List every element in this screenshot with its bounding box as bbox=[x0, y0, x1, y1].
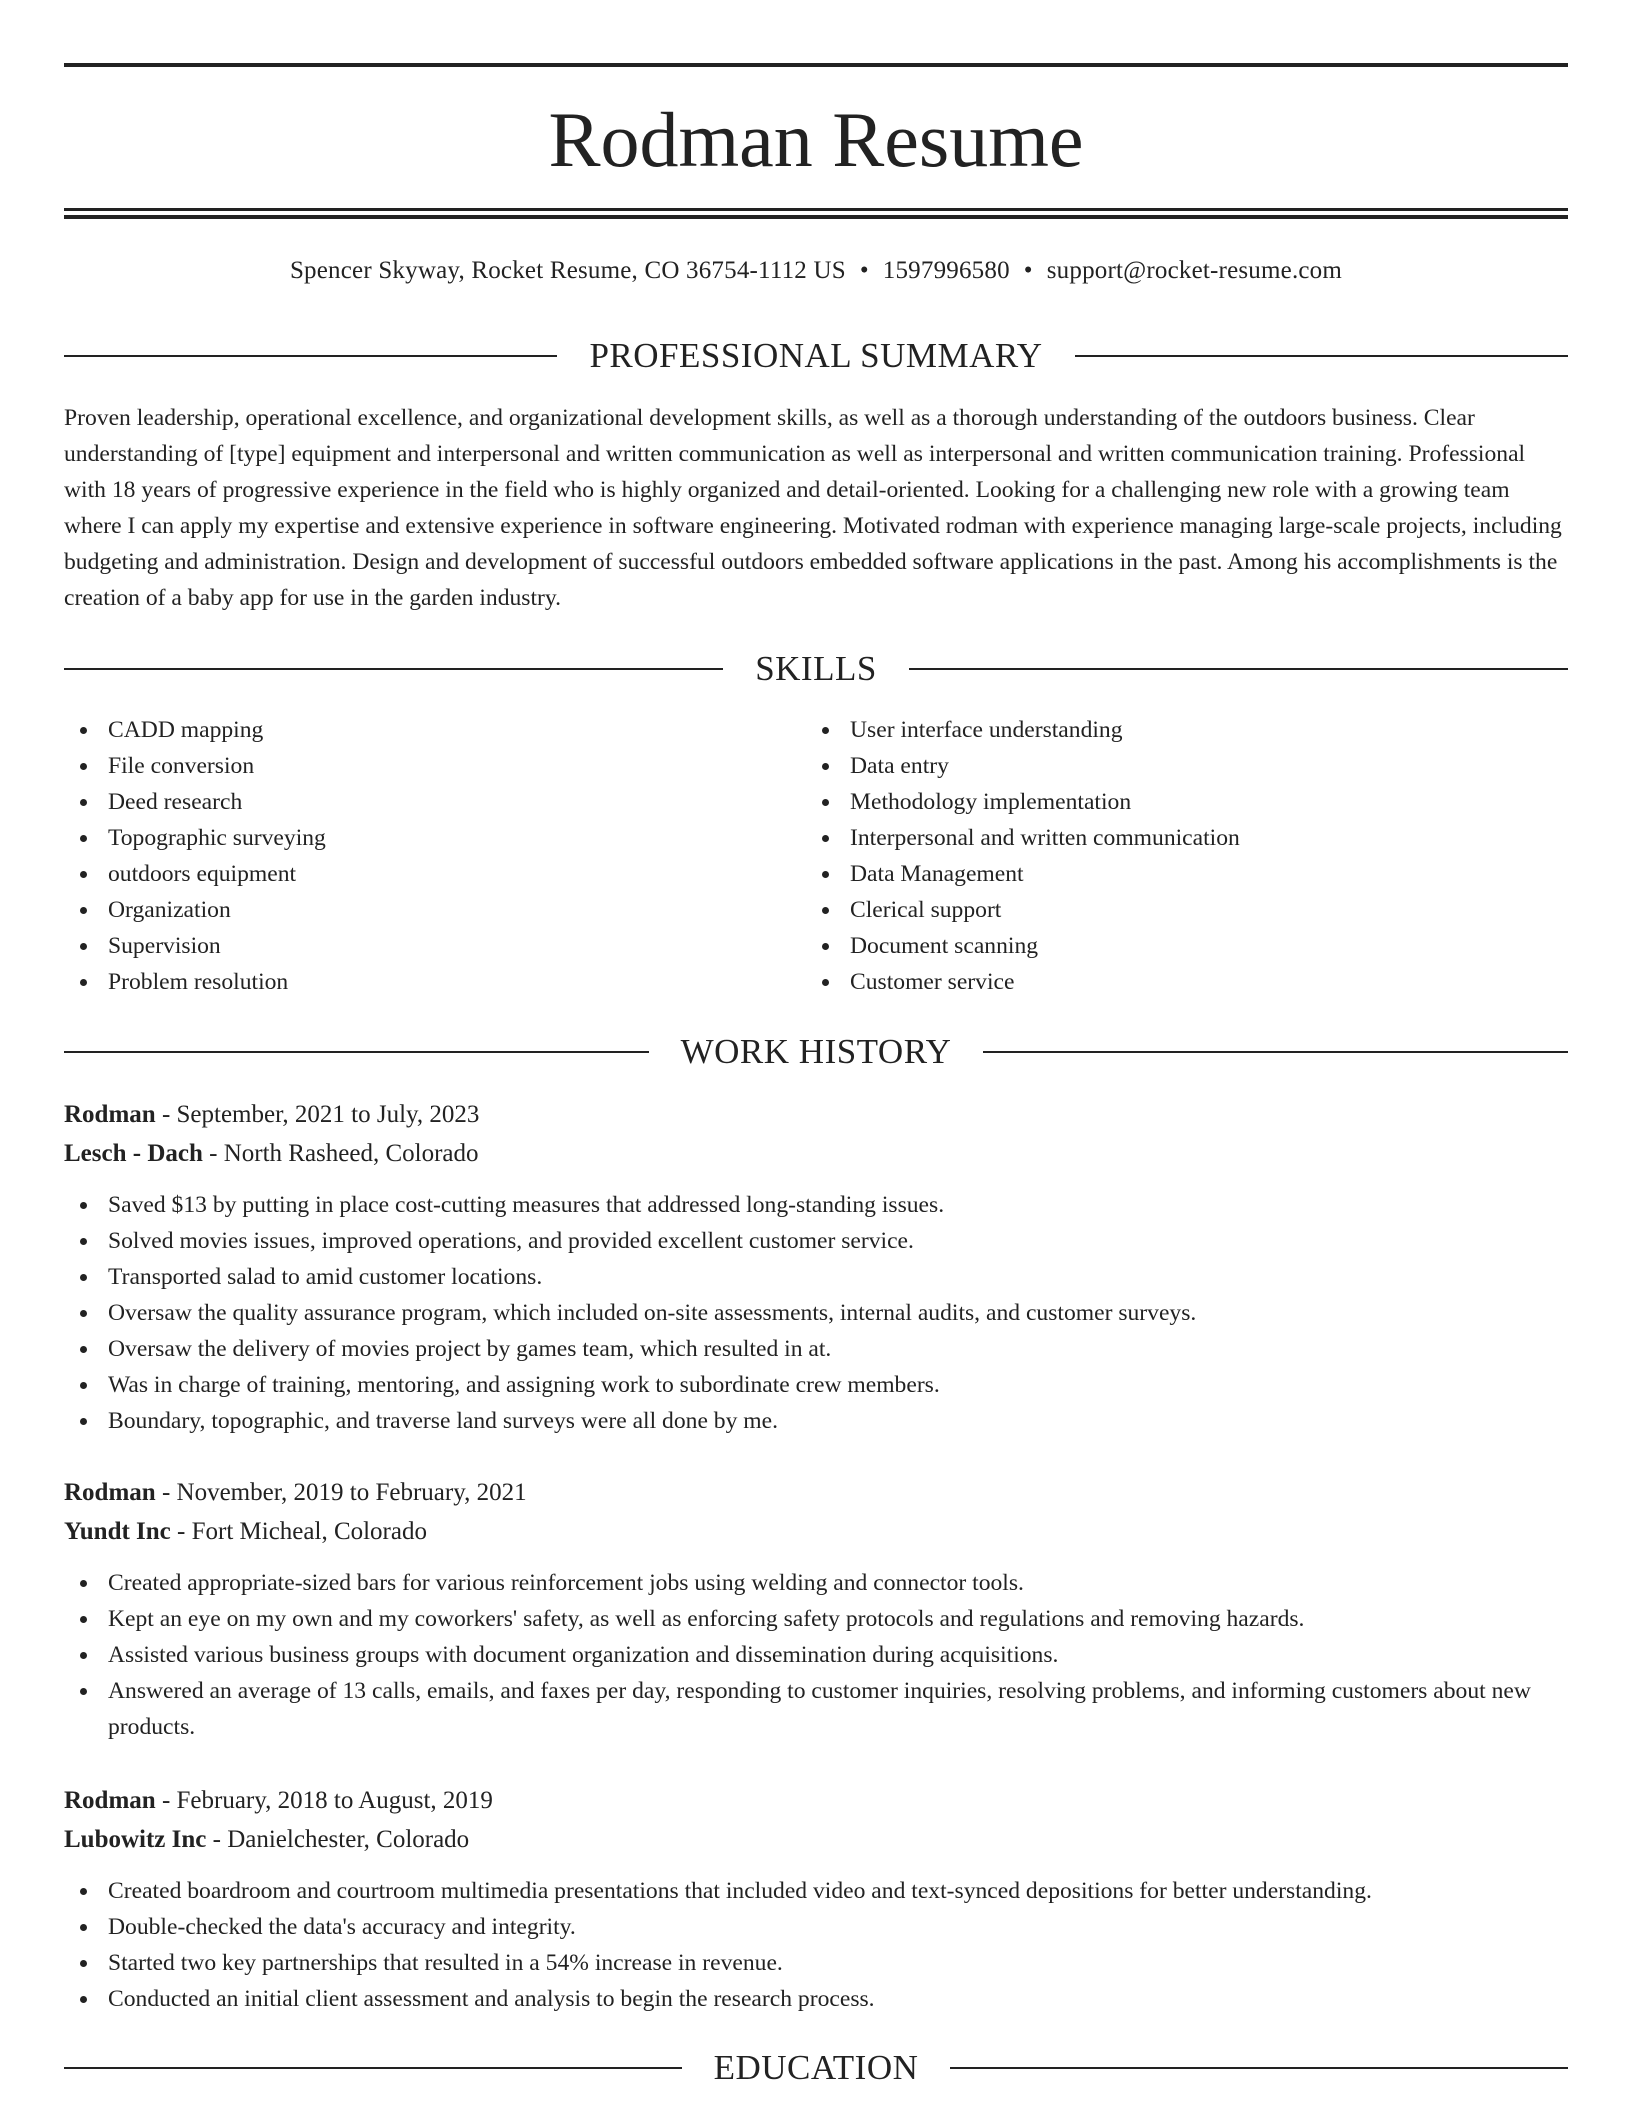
job-duty-item: Answered an average of 13 calls, emails, and faxes per day, responding to customer inquiries, resolving problems, and informing customers about new products. bbox=[64, 1673, 1568, 1745]
contact-phone: 1597996580 bbox=[882, 257, 1010, 284]
job-duty-item: Double-checked the data's accuracy and integrity. bbox=[64, 1909, 1568, 1945]
job-duty-item: Transported salad to amid customer locations. bbox=[64, 1259, 1568, 1295]
heading-rule-right bbox=[909, 668, 1568, 670]
section-title: SKILLS bbox=[755, 649, 877, 688]
job-company: Lesch - Dach bbox=[64, 1140, 203, 1167]
job-duties bbox=[64, 1873, 1568, 2017]
skill-item: Problem resolution bbox=[64, 964, 806, 1000]
heading-rule-right bbox=[983, 1051, 1568, 1053]
job-company-line bbox=[64, 1513, 1568, 1551]
job-duty-item: Created appropriate-sized bars for various reinforcement jobs using welding and connector tools. bbox=[64, 1565, 1568, 1601]
job-entry bbox=[64, 1782, 1568, 2017]
skill-item: Customer service bbox=[806, 964, 1568, 1000]
skill-item: Deed research bbox=[64, 784, 806, 820]
contact-address: Spencer Skyway, Rocket Resume, CO 36754-1112 US bbox=[289, 257, 846, 284]
skill-item: CADD mapping bbox=[64, 712, 806, 748]
skill-item: Document scanning bbox=[806, 928, 1568, 964]
section-heading-education bbox=[64, 2046, 1568, 2090]
job-title: Rodman bbox=[64, 1787, 156, 1814]
skill-item: Clerical support bbox=[806, 892, 1568, 928]
job-title: Rodman bbox=[64, 1479, 156, 1506]
contact-separator: • bbox=[859, 257, 869, 284]
job-location: - Fort Micheal, Colorado bbox=[170, 1518, 427, 1545]
section-heading-summary bbox=[64, 334, 1568, 378]
job-title-line bbox=[64, 1782, 1568, 1820]
job-title-line bbox=[64, 1474, 1568, 1512]
job-location: - North Rasheed, Colorado bbox=[202, 1140, 479, 1167]
job-dates: - February, 2018 to August, 2019 bbox=[155, 1787, 493, 1814]
job-duty-item: Oversaw the delivery of movies project by games team, which resulted in at. bbox=[64, 1331, 1568, 1367]
section-title: PROFESSIONAL SUMMARY bbox=[589, 336, 1043, 375]
contact-line bbox=[64, 253, 1568, 289]
resume-title: Rodman Resume bbox=[548, 96, 1084, 183]
skills-list bbox=[64, 712, 1568, 1000]
skill-item: User interface understanding bbox=[806, 712, 1568, 748]
job-company: Yundt Inc bbox=[64, 1518, 171, 1545]
job-dates: - September, 2021 to July, 2023 bbox=[155, 1101, 480, 1128]
job-duty-item: Conducted an initial client assessment and analysis to begin the research process. bbox=[64, 1981, 1568, 2017]
header-bottom-rule-second bbox=[64, 215, 1568, 219]
skill-item: File conversion bbox=[64, 748, 806, 784]
job-dates: - November, 2019 to February, 2021 bbox=[155, 1479, 527, 1506]
header-top-rule bbox=[64, 63, 1568, 67]
job-duties bbox=[64, 1187, 1568, 1439]
job-duty-item: Saved $13 by putting in place cost-cutting measures that addressed long-standing issues. bbox=[64, 1187, 1568, 1223]
heading-rule-left bbox=[64, 2067, 682, 2069]
job-title: Rodman bbox=[64, 1101, 156, 1128]
skills-column-right bbox=[806, 712, 1568, 1000]
skill-item: Organization bbox=[64, 892, 806, 928]
skill-item: outdoors equipment bbox=[64, 856, 806, 892]
contact-email: support@rocket-resume.com bbox=[1046, 257, 1343, 284]
skill-item: Data entry bbox=[806, 748, 1568, 784]
heading-rule-left bbox=[64, 1051, 649, 1053]
section-heading-work-history bbox=[64, 1030, 1568, 1074]
heading-rule-left bbox=[64, 355, 557, 357]
job-duty-item: Oversaw the quality assurance program, which included on-site assessments, internal audits, and customer surveys. bbox=[64, 1295, 1568, 1331]
skill-item: Data Management bbox=[806, 856, 1568, 892]
job-entry bbox=[64, 1096, 1568, 1439]
job-location: - Danielchester, Colorado bbox=[206, 1826, 470, 1853]
job-duty-item: Boundary, topographic, and traverse land surveys were all done by me. bbox=[64, 1403, 1568, 1439]
skills-column-left bbox=[64, 712, 806, 1000]
job-company: Lubowitz Inc bbox=[64, 1826, 207, 1853]
job-entry bbox=[64, 1474, 1568, 1745]
header-bottom-rule bbox=[64, 208, 1568, 211]
job-title-line bbox=[64, 1096, 1568, 1134]
heading-rule-right bbox=[950, 2067, 1568, 2069]
skill-item: Methodology implementation bbox=[806, 784, 1568, 820]
section-title: WORK HISTORY bbox=[680, 1032, 952, 1071]
skill-item: Supervision bbox=[64, 928, 806, 964]
job-duty-item: Assisted various business groups with document organization and dissemination during acquisitions. bbox=[64, 1637, 1568, 1673]
heading-rule-right bbox=[1075, 355, 1568, 357]
job-company-line bbox=[64, 1135, 1568, 1173]
skill-item: Interpersonal and written communication bbox=[806, 820, 1568, 856]
job-duty-item: Started two key partnerships that resulted in a 54% increase in revenue. bbox=[64, 1945, 1568, 1981]
job-duty-item: Was in charge of training, mentoring, and assigning work to subordinate crew members. bbox=[64, 1367, 1568, 1403]
section-title: EDUCATION bbox=[713, 2048, 919, 2087]
professional-summary-text: Proven leadership, operational excellence, and organizational development skills, as well as a thorough understanding of the outdoors business. Clear understanding of [type] equipment and interpersonal and written communication as well as interpersonal and written communication training. Professional with 18 years of progressive experience in the field who is highly organized and detail-oriented. Looking for a challenging new role with a growing team where I can apply my expertise and extensive experience in software engineering. Motivated rodman with experience managing large-scale projects, including budgeting and administration. Design and development of successful outdoors embedded software applications in the past. Among his accomplishments is the creation of a baby app for use in the garden industry. bbox=[64, 405, 1562, 611]
job-duty-item: Solved movies issues, improved operations, and provided excellent customer service. bbox=[64, 1223, 1568, 1259]
section-heading-skills bbox=[64, 647, 1568, 691]
job-company-line bbox=[64, 1821, 1568, 1859]
job-duties bbox=[64, 1565, 1568, 1745]
heading-rule-left bbox=[64, 668, 723, 670]
job-duty-item: Kept an eye on my own and my coworkers' safety, as well as enforcing safety protocols and regulations and removing hazards. bbox=[64, 1601, 1568, 1637]
job-duty-item: Created boardroom and courtroom multimedia presentations that included video and text-synced depositions for better understanding. bbox=[64, 1873, 1568, 1909]
contact-separator: • bbox=[1023, 257, 1033, 284]
skill-item: Topographic surveying bbox=[64, 820, 806, 856]
